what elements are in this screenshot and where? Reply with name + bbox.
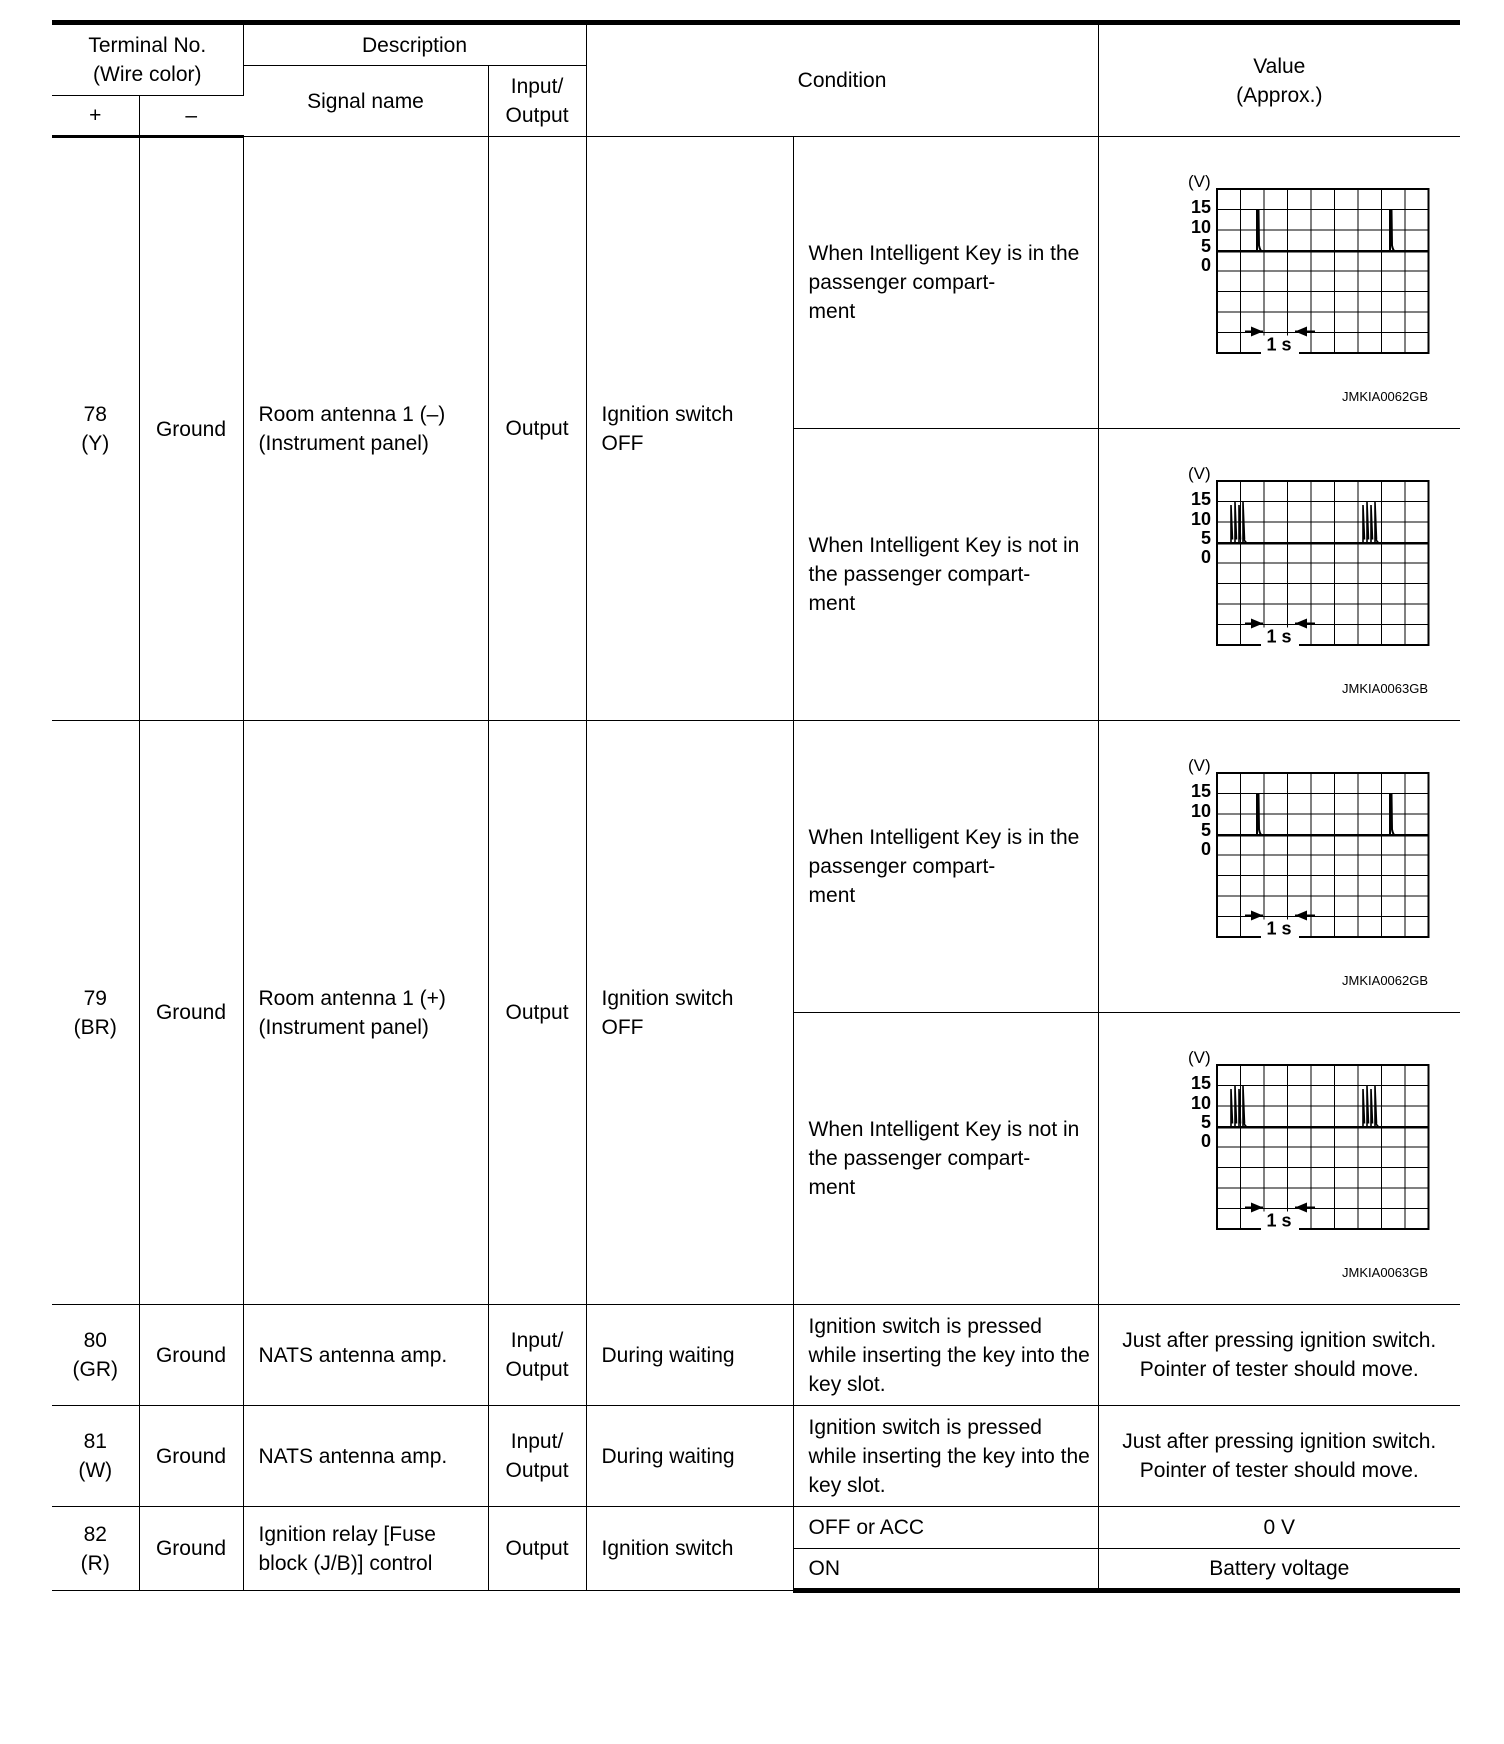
y-tick-label: 5	[1200, 1112, 1211, 1132]
terminal-cell: 82 (R)	[52, 1507, 139, 1591]
io-cell: Output	[488, 137, 586, 721]
minus-header: –	[139, 96, 243, 137]
sub-condition-cell: When Intelligent Key is in the passenger compart- ment	[793, 137, 1098, 429]
ground-cell: Ground	[139, 1507, 243, 1591]
value-text-cell: Just after pressing ignition switch. Pointer of tester should move.	[1098, 1406, 1460, 1507]
sub-condition-cell: OFF or ACC	[793, 1507, 1098, 1549]
ground-cell: Ground	[139, 137, 243, 721]
pulse-spike	[1243, 502, 1245, 544]
y-unit-label: (V)	[1187, 464, 1211, 483]
pulse-spike	[1375, 502, 1377, 544]
figure-id: JMKIA0062GB	[1342, 389, 1429, 404]
pulse-spike	[1363, 1089, 1365, 1128]
io-cell: Output	[488, 1507, 586, 1591]
pulse-spike	[1235, 502, 1237, 544]
condition-cell: During waiting	[586, 1406, 793, 1507]
pulse-spike	[1390, 794, 1395, 836]
pulse-spike	[1257, 794, 1262, 836]
io-cell: Output	[488, 721, 586, 1305]
pulse-spike	[1390, 210, 1395, 252]
value-header: Value (Approx.)	[1098, 23, 1460, 137]
pulse-spike	[1243, 1086, 1245, 1128]
pulse-spike	[1231, 1089, 1233, 1128]
y-tick-label: 5	[1200, 528, 1211, 548]
y-tick-label: 0	[1200, 1131, 1211, 1151]
time-label: 1 s	[1266, 334, 1292, 355]
sub-condition-cell: Ignition switch is pressed while inserting the key into the key slot.	[793, 1406, 1098, 1507]
input-output-header: Input/ Output	[488, 66, 586, 137]
waveform-chart	[1149, 751, 1439, 991]
signal-name-header: Signal name	[243, 66, 488, 137]
sub-condition-cell: ON	[793, 1549, 1098, 1591]
ground-cell: Ground	[139, 1305, 243, 1406]
table-row	[52, 1406, 1460, 1507]
signal-name-cell: NATS antenna amp.	[243, 1406, 488, 1507]
io-cell: Input/ Output	[488, 1406, 586, 1507]
signal-name-cell: Room antenna 1 (+) (Instrument panel)	[243, 721, 488, 1305]
terminal-cell: 80 (GR)	[52, 1305, 139, 1406]
value-cell	[1098, 137, 1460, 429]
condition-header: Condition	[586, 23, 1098, 137]
terminal-spec-table	[52, 20, 1460, 1593]
condition-cell: Ignition switch	[586, 1507, 793, 1591]
ground-cell: Ground	[139, 721, 243, 1305]
y-tick-label: 10	[1190, 801, 1211, 821]
y-tick-label: 15	[1190, 489, 1211, 509]
condition-cell: Ignition switch OFF	[586, 721, 793, 1305]
arrow-head	[1251, 619, 1263, 629]
signal-name-cell: NATS antenna amp.	[243, 1305, 488, 1406]
table-row	[52, 137, 1460, 429]
signal-name-cell: Room antenna 1 (–) (Instrument panel)	[243, 137, 488, 721]
time-label: 1 s	[1266, 626, 1292, 647]
value-cell	[1098, 429, 1460, 721]
y-tick-label: 0	[1200, 839, 1211, 859]
arrow-head	[1251, 1203, 1263, 1213]
pulse-spike	[1231, 505, 1233, 544]
y-tick-label: 15	[1190, 197, 1211, 217]
figure-id: JMKIA0063GB	[1342, 1265, 1429, 1280]
y-tick-label: 5	[1200, 236, 1211, 256]
table-row	[52, 1507, 1460, 1549]
time-label: 1 s	[1266, 918, 1292, 939]
pulse-spike	[1375, 1086, 1377, 1128]
y-tick-label: 10	[1190, 217, 1211, 237]
terminal-cell: 81 (W)	[52, 1406, 139, 1507]
arrow-head	[1295, 911, 1307, 921]
waveform-svg	[1149, 751, 1439, 991]
figure-id: JMKIA0063GB	[1342, 681, 1429, 696]
pulse-spike	[1257, 210, 1262, 252]
y-unit-label: (V)	[1187, 172, 1211, 191]
arrow-head	[1251, 327, 1263, 337]
y-tick-label: 10	[1190, 509, 1211, 529]
waveform-svg	[1149, 1043, 1439, 1283]
value-text-cell: Just after pressing ignition switch. Pointer of tester should move.	[1098, 1305, 1460, 1406]
value-cell	[1098, 1013, 1460, 1305]
description-header: Description	[243, 23, 586, 66]
io-cell: Input/ Output	[488, 1305, 586, 1406]
terminal-no-header: Terminal No. (Wire color)	[52, 23, 243, 96]
pulse-spike	[1371, 505, 1373, 544]
ground-cell: Ground	[139, 1406, 243, 1507]
figure-id: JMKIA0062GB	[1342, 973, 1429, 988]
sub-condition-cell: When Intelligent Key is not in the passenger compart- ment	[793, 429, 1098, 721]
condition-cell: Ignition switch OFF	[586, 137, 793, 721]
time-label: 1 s	[1266, 1210, 1292, 1231]
sub-condition-cell: When Intelligent Key is not in the passenger compart- ment	[793, 1013, 1098, 1305]
pulse-spike	[1371, 1089, 1373, 1128]
plus-header: +	[52, 96, 139, 137]
value-text-cell: Battery voltage	[1098, 1549, 1460, 1591]
terminal-cell: 78 (Y)	[52, 137, 139, 721]
value-cell	[1098, 721, 1460, 1013]
y-tick-label: 0	[1200, 255, 1211, 275]
y-tick-label: 15	[1190, 1073, 1211, 1093]
y-tick-label: 5	[1200, 820, 1211, 840]
value-text-cell: 0 V	[1098, 1507, 1460, 1549]
waveform-chart	[1149, 459, 1439, 699]
y-tick-label: 10	[1190, 1093, 1211, 1113]
y-unit-label: (V)	[1187, 1048, 1211, 1067]
signal-name-cell: Ignition relay [Fuse block (J/B)] control	[243, 1507, 488, 1591]
arrow-head	[1295, 327, 1307, 337]
y-tick-label: 15	[1190, 781, 1211, 801]
arrow-head	[1251, 911, 1263, 921]
pulse-spike	[1367, 502, 1369, 544]
condition-cell: During waiting	[586, 1305, 793, 1406]
pulse-spike	[1363, 505, 1365, 544]
waveform-chart	[1149, 1043, 1439, 1283]
table-row	[52, 1305, 1460, 1406]
sub-condition-cell: Ignition switch is pressed while inserting the key into the key slot.	[793, 1305, 1098, 1406]
pulse-spike	[1367, 1086, 1369, 1128]
waveform-svg	[1149, 167, 1439, 407]
terminal-cell: 79 (BR)	[52, 721, 139, 1305]
y-tick-label: 0	[1200, 547, 1211, 567]
pulse-spike	[1235, 1086, 1237, 1128]
y-unit-label: (V)	[1187, 756, 1211, 775]
arrow-head	[1295, 1203, 1307, 1213]
waveform-svg	[1149, 459, 1439, 699]
arrow-head	[1295, 619, 1307, 629]
table-row	[52, 721, 1460, 1013]
sub-condition-cell: When Intelligent Key is in the passenger compart- ment	[793, 721, 1098, 1013]
waveform-chart	[1149, 167, 1439, 407]
